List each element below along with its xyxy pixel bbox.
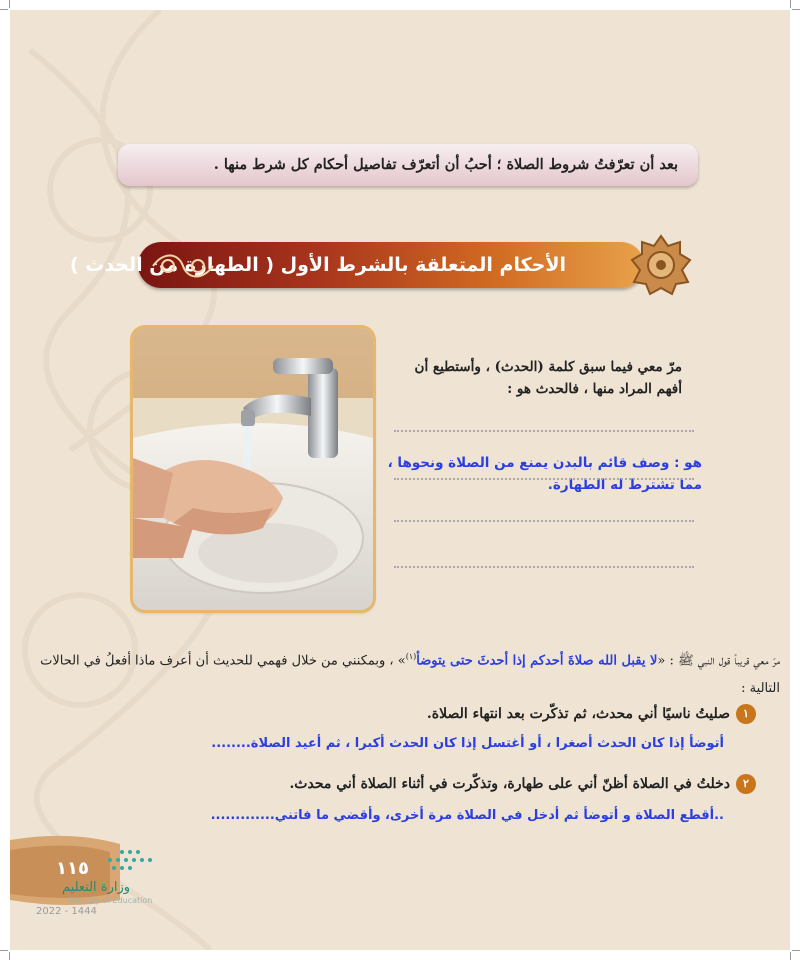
hadith-paragraph xyxy=(32,643,780,703)
section-title: الأحكام المتعلقة بالشرط الأول ( الطهارة من الحدث ) xyxy=(69,254,566,276)
hadith-intro: مرّ معي قريباً قول النبي ﷺ : « xyxy=(657,653,780,669)
case-2-answer: ..أقطع الصلاة و أتوضأ ثم أدخل في الصلاة مرة أخرى، وأقضي ما فاتني............. xyxy=(210,808,724,823)
hadith-quote: لا يقبل الله صلاةَ أحدكم إذا أحدثَ حتى يتوضأ xyxy=(416,653,658,669)
case-number-badge: ١ xyxy=(736,704,756,724)
crop-mark xyxy=(790,952,791,960)
textbook-page xyxy=(10,10,790,950)
ministry-logo-text: وزارة التعليم xyxy=(62,880,131,895)
case-2 xyxy=(70,774,756,794)
case-text: دخلتُ في الصلاة أظنّ أني على طهارة، وتذكّرت في أثناء الصلاة أني محدث. xyxy=(289,776,730,792)
definition-prompt: مرّ معي فيما سبق كلمة (الحدث) ، وأستطيع أن أفهم المراد منها ، فالحدث هو : xyxy=(414,359,682,397)
crop-mark xyxy=(0,950,8,951)
crop-mark xyxy=(792,9,800,10)
banner-swirl-ornament xyxy=(148,248,218,284)
hadith-outro: » ، وبمكنني من خلال فهمي للحديث أن أعرف ماذا أفعلُ في الحالات التالية : xyxy=(40,653,780,697)
definition-answer: هو : وصف قائم بالبدن يمنع من الصلاة ونحوها ، مما تشترط له الطهارة. xyxy=(387,455,702,493)
crop-mark xyxy=(792,950,800,951)
edition-year: 2022 - 1444 xyxy=(36,906,97,917)
crop-mark xyxy=(9,952,10,960)
handwashing-photo xyxy=(133,328,373,610)
crop-mark xyxy=(790,0,791,8)
dotted-line xyxy=(394,520,694,522)
intro-text-bar: بعد أن تعرّفتُ شروط الصلاة ؛ أحبُ أن أتعرّف تفاصيل أحكام كل شرط منها . xyxy=(118,144,698,186)
case-1-answer: أتوضأ إذا كان الحدث أصغرا ، أو أغتسل إذا كان الحدث أكبرا ، ثم أعيد الصلاة........ xyxy=(211,736,724,751)
case-1 xyxy=(70,704,756,724)
crop-mark xyxy=(9,0,10,8)
dotted-line xyxy=(394,430,694,432)
footnote-ref: (١) xyxy=(405,652,417,661)
crop-mark xyxy=(0,9,8,10)
dotted-line xyxy=(394,478,694,480)
dotted-line xyxy=(394,566,694,568)
ministry-logo-text-en: Ministry of Education xyxy=(68,896,153,905)
case-number-badge: ٢ xyxy=(736,774,756,794)
case-text: صليتُ ناسيًا أني محدث، ثم تذكّرت بعد انتهاء الصلاة. xyxy=(426,706,730,722)
page-number: ١١٥ xyxy=(56,858,89,879)
medallion-ornament xyxy=(630,234,692,296)
